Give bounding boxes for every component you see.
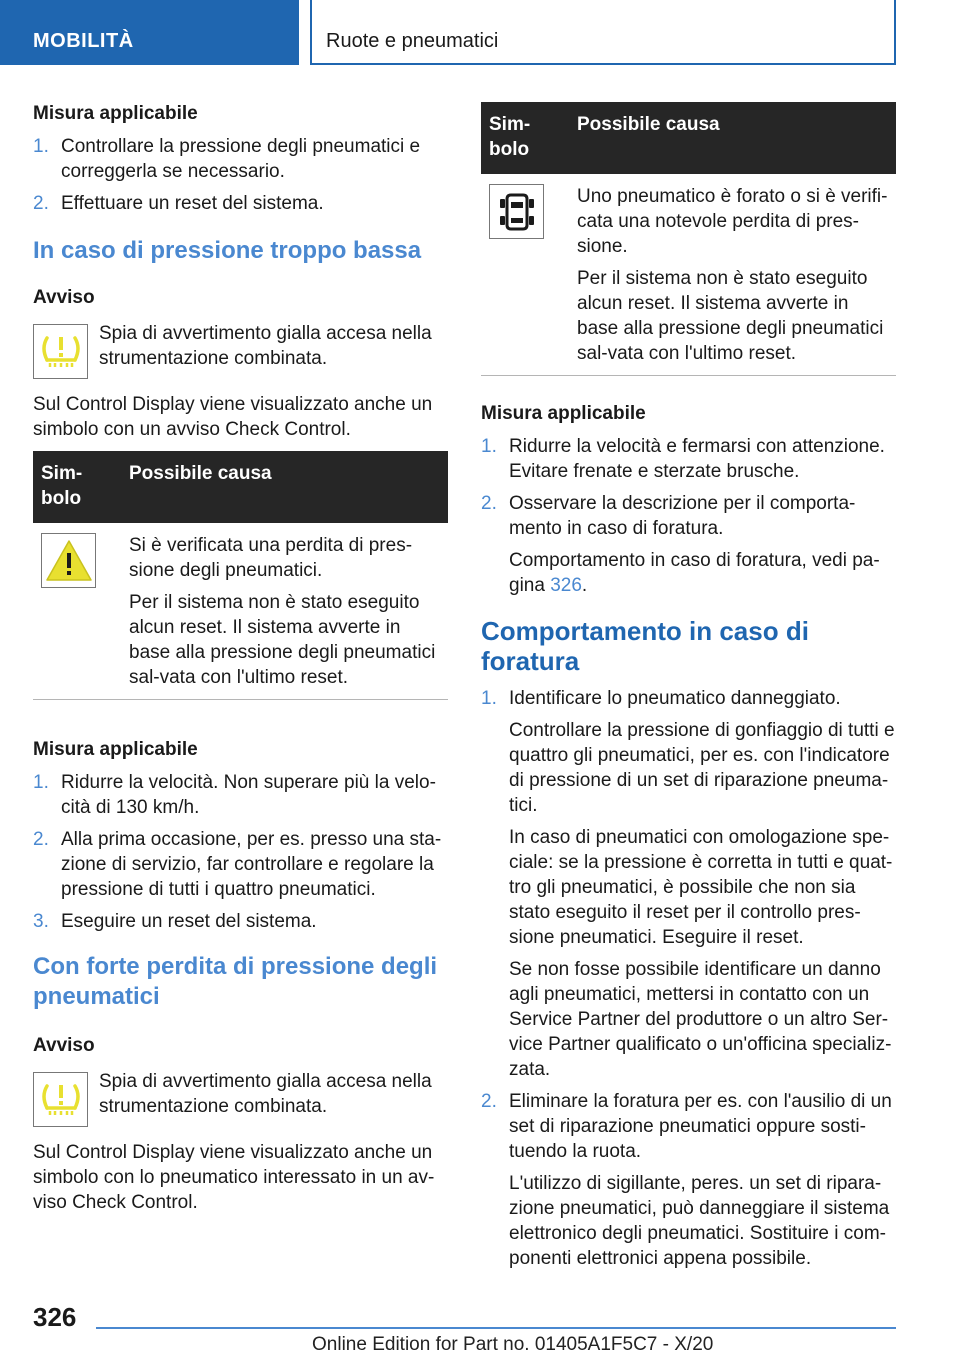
info-paragraph: Sul Control Display viene visualizzato anche un simbolo con lo pneumatico interessato in un av-viso Check Control. (33, 1142, 435, 1213)
step-extra: Se non fosse possibile identificare un danno agli pneumatici, mettersi in contatto con un Service Partner del produttore o un altro Ser-vice Partner qualificato o un'officina specializ-zata. (509, 959, 892, 1080)
step-number: 2. (33, 829, 49, 850)
cause-cell (569, 174, 896, 376)
symbol-table (481, 102, 896, 376)
step-item (481, 686, 896, 1082)
step-item (481, 434, 896, 484)
left-column (33, 102, 448, 1215)
footer-edition: Online Edition for Part no. 01405A1F5C7 - X/20 (312, 1334, 714, 1355)
info-paragraph: Sul Control Display viene visualizzato anche un simbolo con un avviso Check Control. (33, 394, 433, 440)
step-item (33, 134, 448, 184)
footer-divider (96, 1327, 896, 1329)
cause-text: Per il sistema non è stato eseguito alcun reset. Il sistema avverte in base alla pressione degli pneumatici sal-vata con l'ultimo reset. (577, 268, 884, 364)
column-header-symbol: Sim-bolo (481, 102, 569, 174)
warning-notice (33, 1072, 448, 1127)
step-item (33, 909, 448, 934)
step-number: 1. (33, 772, 49, 793)
step-extra-end: . (581, 575, 588, 596)
chapter-label: Ruote e pneumatici (326, 30, 499, 52)
measure-steps (33, 770, 448, 934)
right-column (481, 102, 896, 1278)
step-text: Ridurre la velocità. Non superare più la velo-cità di 130 km/h. (61, 772, 436, 818)
symbol-table (33, 451, 448, 700)
chapter-tab (310, 0, 896, 65)
step-item (481, 491, 896, 598)
table-row (481, 174, 896, 376)
section-tab (0, 0, 299, 65)
notice-heading: Avviso (33, 287, 95, 308)
step-text: Effettuare un reset del sistema. (61, 193, 324, 214)
step-text: Controllare la pressione degli pneumatici e correggerla se necessario. (61, 136, 421, 182)
page-number: 326 (33, 1302, 77, 1332)
step-item (33, 770, 448, 820)
step-item (481, 1089, 896, 1271)
step-text: Eseguire un reset del sistema. (61, 911, 317, 932)
column-header-cause: Possibile causa (569, 102, 896, 174)
step-item (33, 191, 448, 216)
car-flat-tire-icon (489, 184, 544, 239)
step-text: Ridurre la velocità e fermarsi con attenzione. Evitare frenate e sterzate brusche. (509, 436, 885, 482)
measure-heading: Misura applicabile (33, 103, 198, 124)
cause-text: Si è verificata una perdita di pres-sione degli pneumatici. (129, 535, 413, 581)
step-number: 3. (33, 911, 49, 932)
step-item (33, 827, 448, 902)
step-extra: L'utilizzo di sigillante, peres. un set di ripara-zione pneumatici, può danneggiare il sistema elettronico degli pneumatici. Sostituire i com-ponenti elettronici appena possibile. (509, 1173, 890, 1269)
warning-triangle-icon (41, 533, 96, 588)
step-number: 2. (481, 1091, 497, 1112)
step-extra (509, 548, 896, 598)
cause-text: Uno pneumatico è forato o si è verifi-cata una notevole perdita di pres-sione. (577, 186, 888, 257)
section-label: MOBILITÀ (33, 30, 134, 52)
step-extra: Controllare la pressione di gonfiaggio di tutti e quattro gli pneumatici, per es. con l'indicatore di pressione di un set di riparazione pneuma-tici. (509, 720, 895, 816)
tire-pressure-warning-icon (33, 324, 88, 379)
step-text: Alla prima occasione, per es. presso una sta-zione di servizio, far controllare e regolare la pressione di tutti i quattro pneumatici. (61, 829, 442, 900)
step-text: Identificare lo pneumatico danneggiato. (509, 688, 841, 709)
step-number: 1. (481, 436, 497, 457)
step-text: Osservare la descrizione per il comporta-mento in caso di foratura. (509, 493, 856, 539)
puncture-steps (481, 686, 896, 1271)
step-number: 1. (481, 688, 497, 709)
step-number: 2. (33, 193, 49, 214)
notice-text: Spia di avvertimento gialla accesa nella strumentazione combinata. (99, 1071, 432, 1117)
tire-pressure-warning-icon (33, 1072, 88, 1127)
table-row (33, 523, 448, 700)
measure-steps (33, 134, 448, 216)
section-title-strong-loss: Con forte perdita di pressione degli pneumatici (33, 953, 438, 1010)
step-extra-text: Comportamento in caso di foratura, vedi pa-gina (509, 550, 880, 596)
cause-text: Per il sistema non è stato eseguito alcun reset. Il sistema avverte in base alla pressione degli pneumatici sal-vata con l'ultimo reset. (129, 592, 436, 688)
section-title-low-pressure: In caso di pressione troppo bassa (33, 237, 422, 264)
symbol-cell (481, 174, 569, 376)
step-extra: In caso di pneumatici con omologazione spe-ciale: se la pressione è corretta in tutti e quat-tro gli pneumatici, è possibile che non sia stato eseguito il reset per il controllo pres-sione pneumatici. Eseguire il reset. (509, 827, 893, 948)
section-title-puncture: Comportamento in caso di foratura (481, 616, 809, 676)
page-reference-link[interactable]: 326 (550, 575, 582, 596)
table-header-row (33, 451, 448, 523)
notice-text: Spia di avvertimento gialla accesa nella strumentazione combinata. (99, 323, 432, 369)
step-number: 1. (33, 136, 49, 157)
cause-cell (121, 523, 448, 700)
measure-heading: Misura applicabile (33, 739, 198, 760)
table-header-row (481, 102, 896, 174)
measure-steps (481, 434, 896, 598)
notice-heading: Avviso (33, 1035, 95, 1056)
column-header-cause: Possibile causa (121, 451, 448, 523)
step-number: 2. (481, 493, 497, 514)
step-text: Eliminare la foratura per es. con l'ausilio di un set di riparazione pneumatici oppure sosti-tuendo la ruota. (509, 1091, 892, 1162)
symbol-cell (33, 523, 121, 700)
warning-notice (33, 324, 448, 379)
measure-heading: Misura applicabile (481, 403, 646, 424)
column-header-symbol: Sim-bolo (33, 451, 121, 523)
